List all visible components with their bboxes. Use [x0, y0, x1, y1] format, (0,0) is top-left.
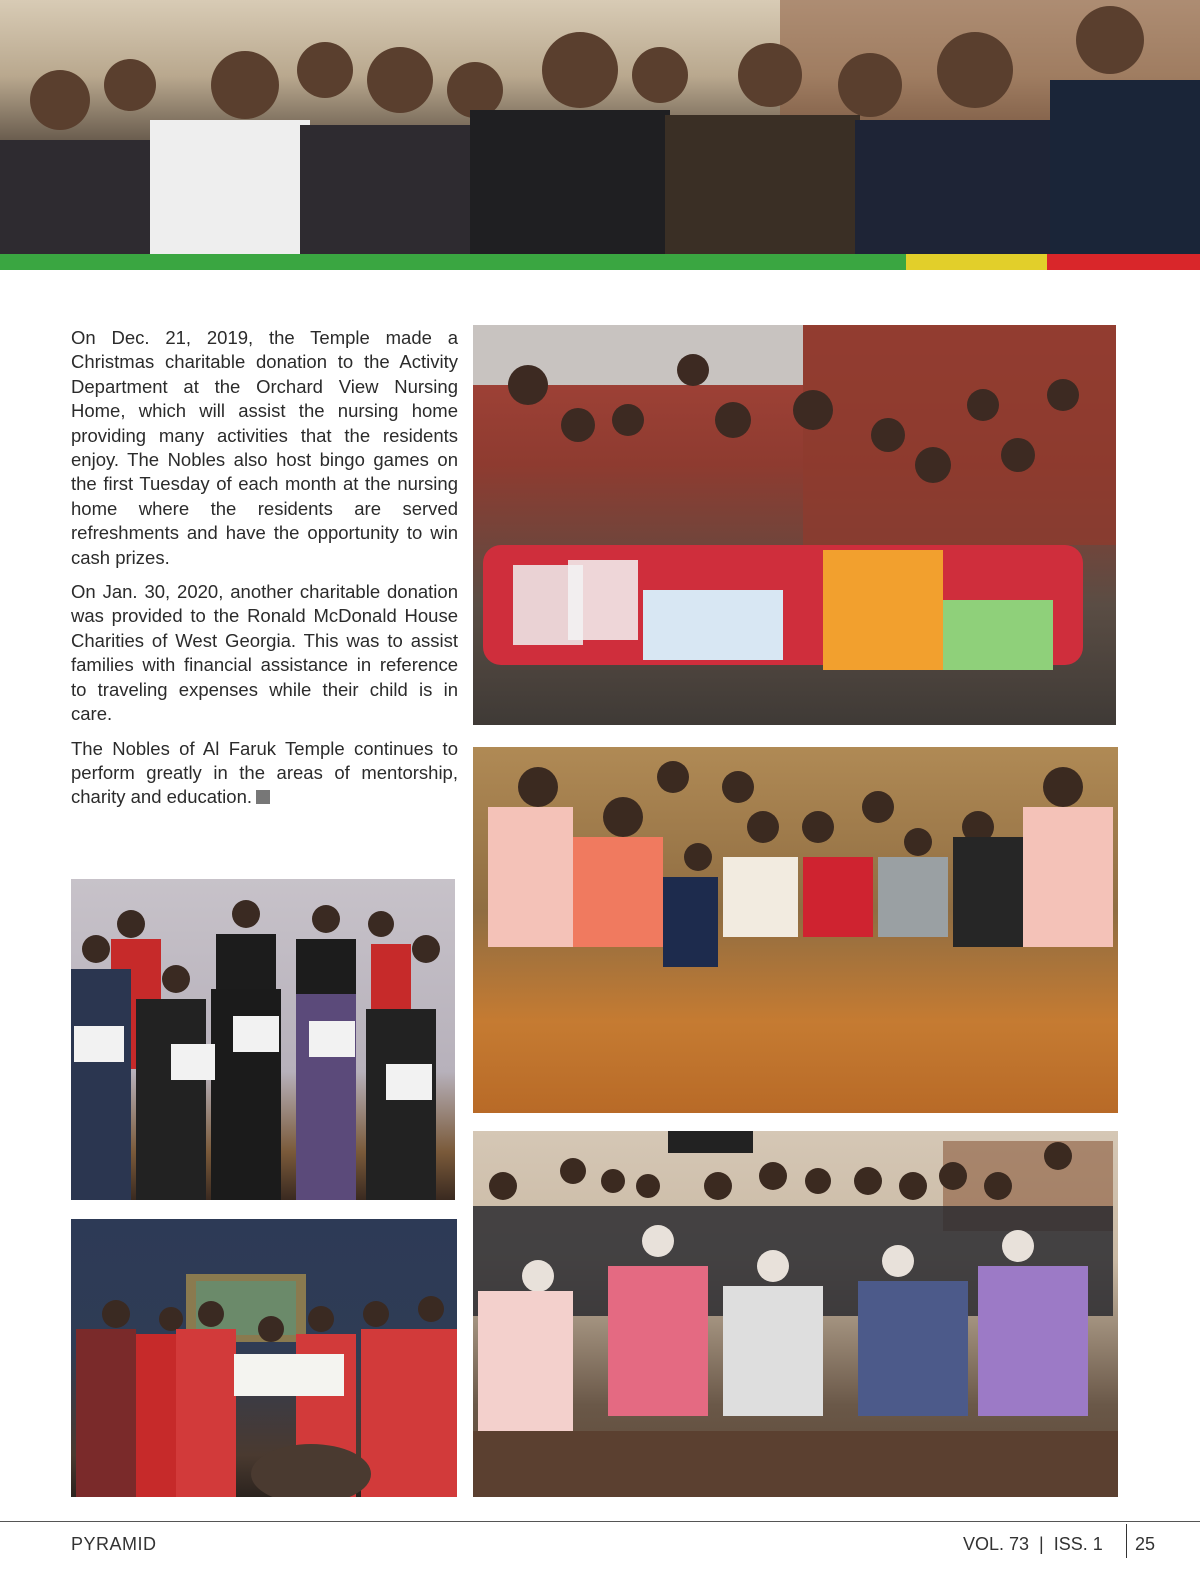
donation-scene [473, 325, 1116, 725]
publication-name: PYRAMID [71, 1534, 157, 1554]
article-body [71, 326, 458, 820]
check-scene [71, 1219, 457, 1497]
school-donation-photo [473, 325, 1116, 725]
certificate-awards-photo [71, 879, 455, 1200]
footer-separator [1126, 1524, 1127, 1558]
ronald-mcdonald-check-photo [71, 1219, 457, 1497]
paragraph-nursing-home: On Dec. 21, 2019, the Temple made a Christmas charitable donation to the Activity Department at the Orchard View Nursing Home, which will assist the nursing home providing many activities that the residents enjoy. The Nobles also host bingo games on the first Tuesday of each month at the nursing home where the residents are served refreshments and have the opportunity to win cash prizes. [71, 327, 458, 568]
certificate-scene [71, 879, 455, 1200]
volume-issue: VOL. 73 | ISS. 1 [963, 1534, 1103, 1554]
paragraph-closing [71, 737, 458, 810]
mentorship-group-photo [473, 747, 1118, 1113]
end-mark-icon [256, 790, 270, 804]
paragraph-ronald-mcdonald: On Jan. 30, 2020, another charitable donation was provided to the Ronald McDonald House Charities of West Georgia. This was to assist families with financial assistance in reference to traveling expenses while their child is in care. [71, 581, 458, 725]
closing-text: The Nobles of Al Faruk Temple continues to perform greatly in the areas of mentorship, charity and education. [71, 737, 458, 808]
red-stripe [1047, 254, 1200, 270]
footer-rule [0, 1521, 1200, 1522]
mentorship-scene [473, 747, 1118, 1113]
nursing-home-group-photo [473, 1131, 1118, 1497]
page-number: 25 [1135, 1534, 1156, 1554]
nursing-home-scene [473, 1131, 1118, 1497]
yellow-stripe [906, 254, 1047, 270]
green-stripe [0, 254, 906, 270]
group-silhouettes [0, 0, 1200, 254]
top-group-photo [0, 0, 1200, 254]
